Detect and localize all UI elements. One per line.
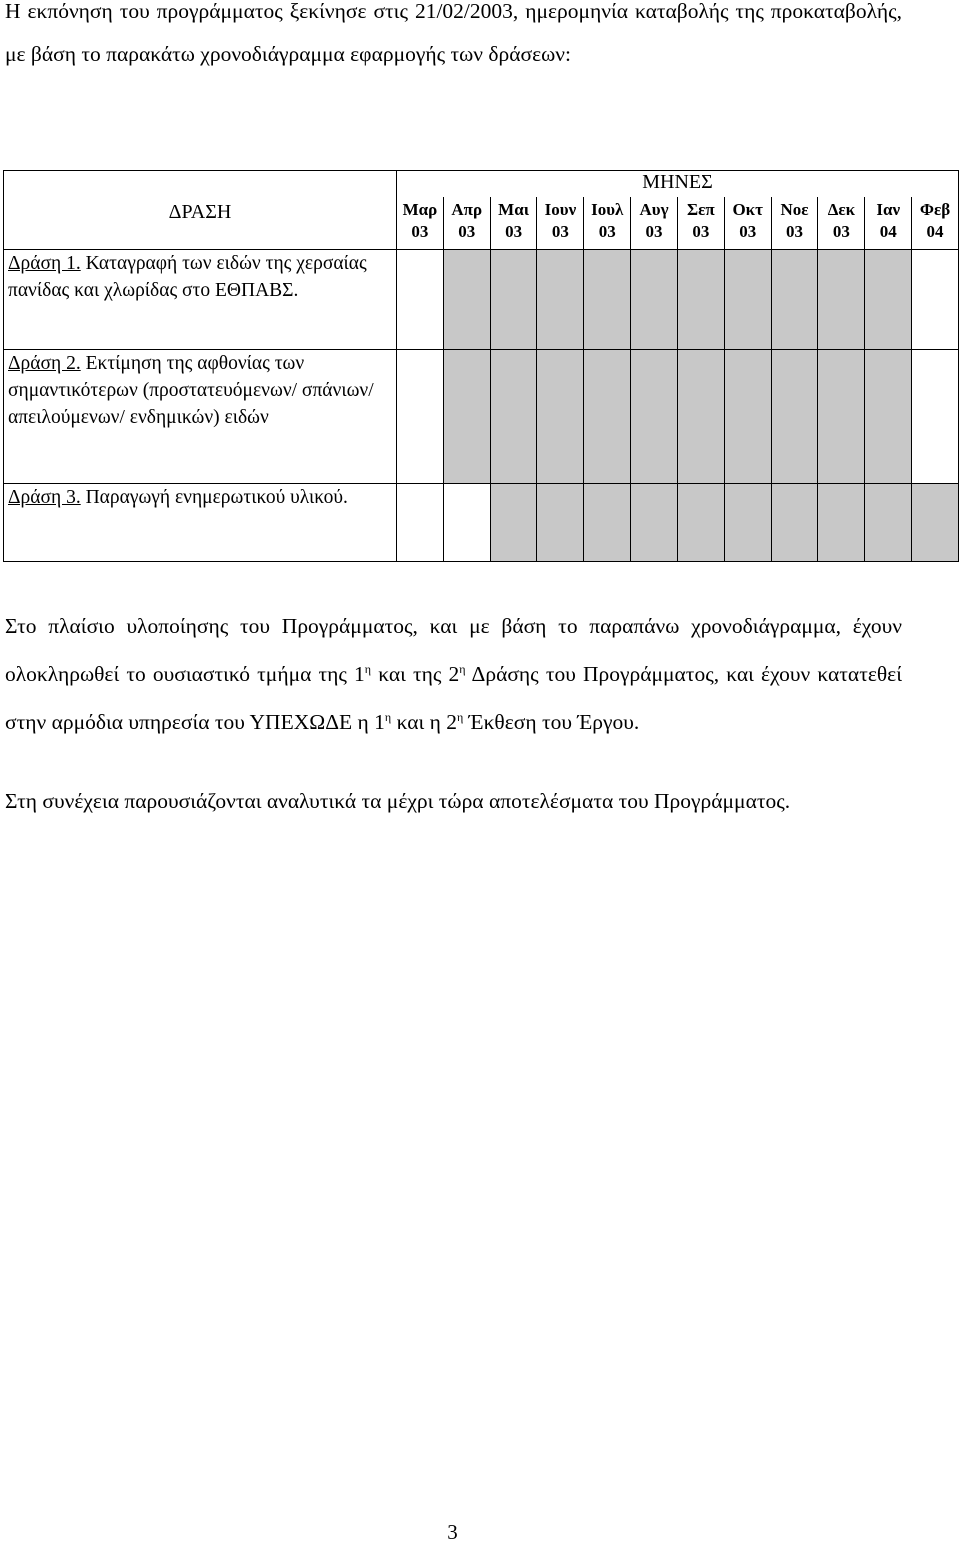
month-header-10 bbox=[865, 197, 912, 250]
month-year: 04 bbox=[926, 222, 944, 241]
month-name: Αυγ bbox=[639, 200, 669, 219]
month-name: Ιουλ bbox=[591, 200, 624, 219]
schedule-cell bbox=[584, 484, 631, 562]
action-text: Καταγραφή των ειδών της χερσαίας πανίδας και χλωρίδας στο ΕΘΠΑΒΣ. bbox=[8, 253, 367, 301]
schedule-cell bbox=[584, 350, 631, 484]
schedule-cell bbox=[443, 250, 490, 350]
month-year: 03 bbox=[786, 222, 804, 241]
month-year: 03 bbox=[505, 222, 523, 241]
month-header-11 bbox=[912, 197, 959, 250]
month-header-3 bbox=[537, 197, 584, 250]
schedule-cell bbox=[631, 484, 678, 562]
month-name: Μαρ bbox=[402, 200, 438, 219]
schedule-cell bbox=[490, 350, 537, 484]
month-name: Νοε bbox=[780, 200, 809, 219]
body-paragraph-1: Στο πλαίσιο υλοποίησης του Προγράμματος, και με βάση το παραπάνω χρονοδιάγραμμα, έχουν ολοκληρωθεί το ουσιαστικό τμήμα της $1^\eta$ και της $2^\eta$ Δράσης του Προγράμματος, και έχουν κατατεθεί στην αρμόδια υπηρεσία του ΥΠΕΧΩΔΕ η $1^\eta$ και η $2^\eta$ Έκθεση του Έργου. bbox=[5, 614, 902, 735]
month-name: Απρ bbox=[451, 200, 483, 219]
body-paragraph-2: Στη συνέχεια παρουσιάζονται αναλυτικά τα μέχρι τώρα αποτελέσματα του Προγράμματος. bbox=[5, 789, 791, 813]
month-header-8 bbox=[771, 197, 818, 250]
schedule-cell bbox=[818, 484, 865, 562]
schedule-cell bbox=[818, 250, 865, 350]
schedule-cell bbox=[912, 484, 959, 562]
schedule-cell bbox=[724, 250, 771, 350]
schedule-cell bbox=[490, 484, 537, 562]
month-name: Οκτ bbox=[732, 200, 763, 219]
action-cell bbox=[4, 250, 397, 350]
month-header-4 bbox=[584, 197, 631, 250]
month-header-1 bbox=[443, 197, 490, 250]
month-year: 03 bbox=[411, 222, 429, 241]
month-year: 03 bbox=[598, 222, 616, 241]
schedule-cell bbox=[397, 350, 444, 484]
month-header-5 bbox=[631, 197, 678, 250]
month-name: Δεκ bbox=[827, 200, 856, 219]
month-header-7 bbox=[724, 197, 771, 250]
schedule-cell bbox=[537, 350, 584, 484]
schedule-cell bbox=[397, 250, 444, 350]
month-year: 03 bbox=[645, 222, 663, 241]
schedule-cell bbox=[631, 250, 678, 350]
month-year: 04 bbox=[879, 222, 897, 241]
schedule-cell bbox=[771, 484, 818, 562]
schedule-cell bbox=[443, 350, 490, 484]
schedule-cell bbox=[912, 250, 959, 350]
schedule-cell bbox=[724, 350, 771, 484]
month-name: Σεπ bbox=[687, 200, 715, 219]
month-year: 03 bbox=[458, 222, 476, 241]
schedule-cell bbox=[677, 350, 724, 484]
schedule-table bbox=[3, 170, 959, 562]
schedule-cell bbox=[912, 350, 959, 484]
month-name: Ιαν bbox=[876, 200, 901, 219]
month-header-0 bbox=[397, 197, 444, 250]
action-text: Εκτίμηση της αφθονίας των σημαντικότερων (προστατευόμενων/ σπάνιων/ απειλούμενων/ ενδημικών) ειδών bbox=[8, 353, 374, 428]
schedule-cell bbox=[724, 484, 771, 562]
action-cell bbox=[4, 350, 397, 484]
action-label: Δράση 2. bbox=[8, 353, 81, 374]
schedule-cell bbox=[865, 250, 912, 350]
action-cell bbox=[4, 484, 397, 562]
schedule-cell bbox=[631, 350, 678, 484]
schedule-cell bbox=[677, 484, 724, 562]
intro-paragraph: Η εκπόνηση του προγράμματος ξεκίνησε στις 21/02/2003, ημερομηνία καταβολής της προκαταβολής, με βάση το παρακάτω χρονοδιάγραμμα εφαρμογής των δράσεων: bbox=[5, 0, 902, 66]
month-year: 03 bbox=[832, 222, 850, 241]
action-label: Δράση 3. bbox=[8, 487, 81, 508]
schedule-cell bbox=[771, 250, 818, 350]
action-text: Παραγωγή ενημερωτικού υλικού. bbox=[80, 487, 348, 508]
action-column-header: ΔΡΑΣΗ bbox=[4, 171, 397, 250]
schedule-cell bbox=[397, 484, 444, 562]
schedule-cell bbox=[443, 484, 490, 562]
action-label: Δράση 1. bbox=[8, 253, 81, 274]
schedule-cell bbox=[865, 484, 912, 562]
month-year: 03 bbox=[739, 222, 757, 241]
schedule-cell bbox=[771, 350, 818, 484]
schedule-cell bbox=[677, 250, 724, 350]
schedule-cell bbox=[490, 250, 537, 350]
table-row bbox=[4, 250, 959, 350]
schedule-cell bbox=[818, 350, 865, 484]
month-year: 03 bbox=[551, 222, 569, 241]
schedule-cell bbox=[537, 250, 584, 350]
month-header-9 bbox=[818, 197, 865, 250]
month-year: 03 bbox=[692, 222, 710, 241]
months-header: ΜΗΝΕΣ bbox=[397, 171, 959, 198]
month-header-6 bbox=[677, 197, 724, 250]
month-header-2 bbox=[490, 197, 537, 250]
schedule-cell bbox=[537, 484, 584, 562]
table-row bbox=[4, 350, 959, 484]
month-name: Ιουν bbox=[544, 200, 577, 219]
month-name: Φεβ bbox=[919, 200, 951, 219]
schedule-cell bbox=[865, 350, 912, 484]
month-name: Μαι bbox=[498, 200, 529, 219]
page-number: 3 bbox=[447, 1520, 458, 1544]
table-row bbox=[4, 484, 959, 562]
schedule-cell bbox=[584, 250, 631, 350]
